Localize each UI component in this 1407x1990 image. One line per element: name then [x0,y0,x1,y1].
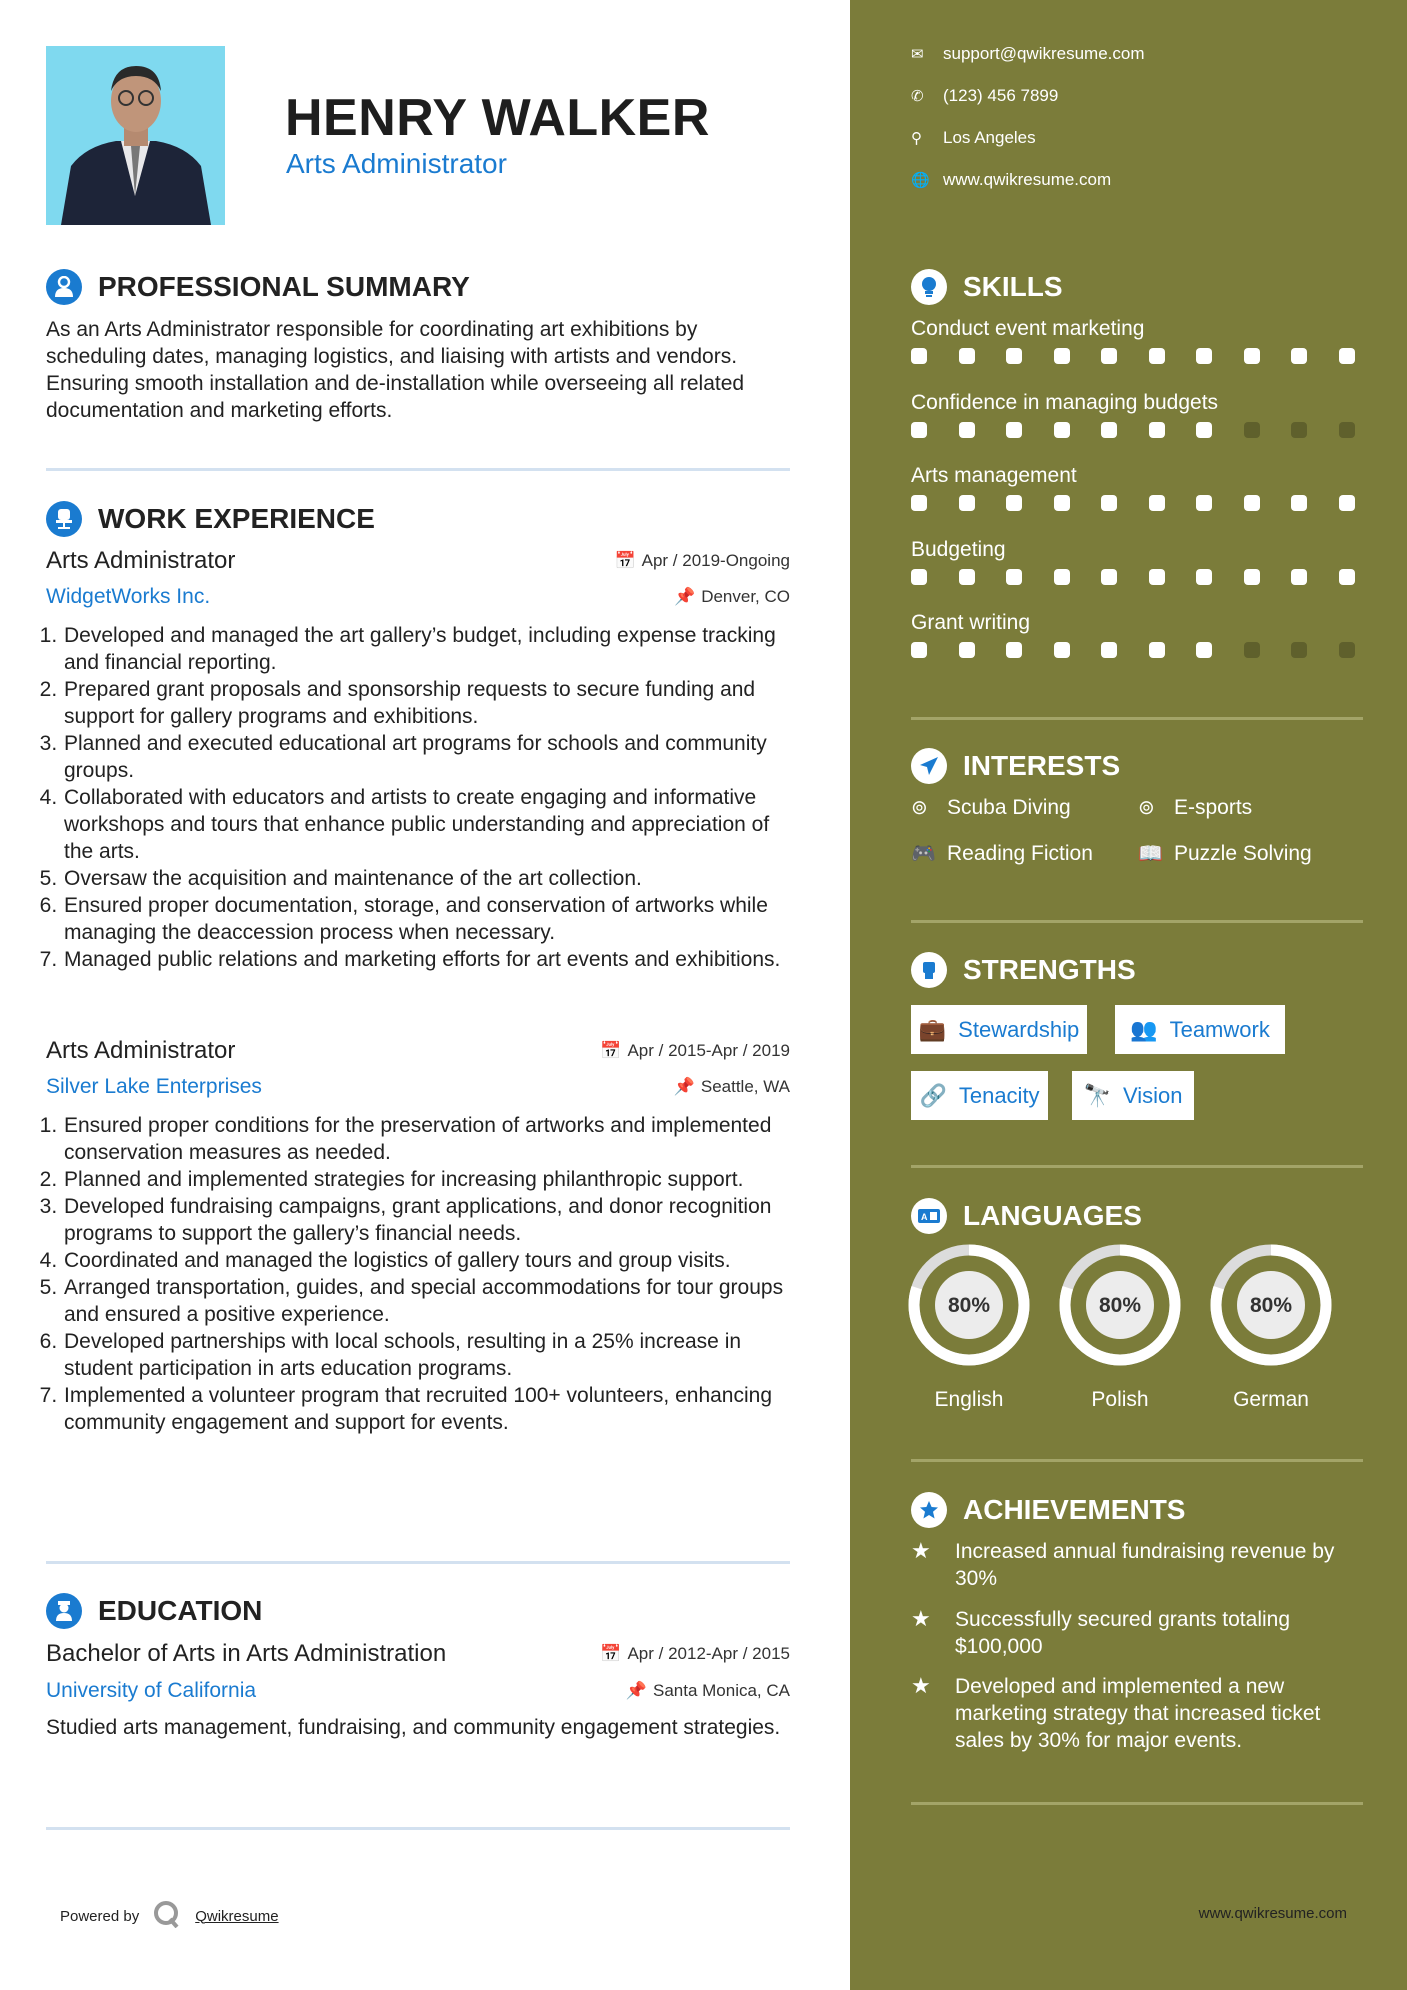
bullet: 2. Prepared grant proposals and sponsorship requests to secure funding and support for gallery programs and exhibitions. [63,676,790,730]
qwikresume-link[interactable]: Qwikresume [195,1907,279,1925]
education-date: Apr / 2012-Apr / 2015 [627,1644,790,1663]
bullet: 1. Ensured proper conditions for the preservation of artworks and implemented conservation measures as needed. [63,1112,790,1166]
interest-label: Scuba Diving [947,795,1071,819]
rating-dot [1006,348,1022,364]
bullet: 3. Developed fundraising campaigns, grant applications, and donor recognition programs to support the gallery’s financial needs. [63,1193,790,1247]
strength-chip [911,1071,1048,1120]
job-bullets [46,1112,790,1436]
rating-dot [1196,422,1212,438]
life-ring-icon: ⊚ [911,797,928,819]
user-icon [46,269,82,305]
job-entry [46,546,790,973]
achievements-heading: ACHIEVEMENTS [963,1494,1186,1525]
contact-location [911,126,1363,150]
globe-icon: 🌐 [911,172,930,189]
skill-item [911,609,1363,683]
rating-dot [1244,642,1260,658]
education-text: Studied arts management, fundraising, and community engagement strategies. [46,1716,781,1739]
rating-dot [1291,422,1307,438]
language-percent: 80% [1249,1294,1293,1317]
calendar-icon: 📅 [600,1041,622,1060]
work-heading: WORK EXPERIENCE [98,503,375,534]
language-name: German [1233,1388,1309,1411]
achievement-item [911,1538,1363,1592]
strength-label: Tenacity [958,1082,1040,1108]
bullet: 2. Planned and implemented strategies for increasing philanthropic support. [63,1166,790,1193]
calendar-icon: 📅 [614,551,636,570]
rating-dot [1196,348,1212,364]
rating-dot [959,569,975,585]
rating-dot [911,348,927,364]
interest-label: Puzzle Solving [1174,841,1312,865]
sidebar [850,0,1407,1990]
office-chair-icon [46,501,82,537]
rating-dot [911,422,927,438]
interest-item [911,795,1071,820]
rating-dot [1149,348,1165,364]
rating-dot [1244,348,1260,364]
language-ring [904,1240,1034,1370]
rating-dot [911,569,927,585]
skill-item [911,389,1363,463]
languages-list [911,1240,1363,1420]
powered-by-label: Powered by [60,1907,140,1925]
education-location: Santa Monica, CA [652,1681,790,1700]
summary-heading: PROFESSIONAL SUMMARY [98,271,470,302]
shooting-star-icon: ★ [911,1673,931,1698]
powered-by [60,1900,279,1932]
book-icon: 📖 [1138,843,1163,865]
achievement-text: Developed and implemented a new marketing strategy that increased ticket sales by 30% for major events. [955,1675,1321,1752]
skill-label: Arts management [911,464,1077,488]
degree: Bachelor of Arts in Arts Administration [46,1640,447,1667]
link-icon: 🔗 [919,1082,947,1108]
envelope-icon: ✉ [911,46,924,63]
language-percent: 80% [1098,1294,1142,1317]
language-item [1045,1240,1195,1412]
language-name: English [934,1388,1004,1411]
graduate-icon [46,1593,82,1629]
bullet: 1. Developed and managed the art gallery’s budget, including expense tracking and financial reporting. [63,622,790,676]
phone-text: (123) 456 7899 [943,86,1059,105]
skill-rating [911,495,1355,511]
qwikresume-logo-icon [153,1900,181,1932]
summary-section [46,267,790,307]
bullet: 7. Managed public relations and marketing efforts for art events and exhibitions. [63,946,790,973]
rating-dot [959,348,975,364]
contact-email[interactable] [911,42,1363,66]
rating-dot [1101,569,1117,585]
rating-dot [1196,495,1212,511]
rating-dot [1101,348,1117,364]
rating-dot [1054,495,1070,511]
rating-dot [1244,495,1260,511]
gamepad-icon: 🎮 [911,843,936,865]
shooting-star-icon: ★ [911,1538,931,1563]
education-heading: EDUCATION [98,1595,263,1626]
rating-dot [1054,642,1070,658]
website-text: www.qwikresume.com [943,170,1112,189]
pin-icon: 📌 [674,587,696,606]
rating-dot [959,642,975,658]
profile-photo [46,46,225,225]
calendar-icon: 📅 [600,1644,622,1663]
rating-dot [1291,495,1307,511]
divider [911,1459,1363,1462]
binoculars-icon: 🔭 [1083,1082,1111,1108]
skill-rating [911,422,1355,438]
rating-dot [1339,422,1355,438]
bullet: 5. Oversaw the acquisition and maintenance of the art collection. [63,865,790,892]
rating-dot [1291,569,1307,585]
rating-dot [1101,642,1117,658]
job-date: Apr / 2015-Apr / 2019 [627,1041,790,1060]
lightbulb-icon [911,269,947,305]
email-text: support@qwikresume.com [943,44,1145,63]
language-item [894,1240,1044,1412]
skill-label: Grant writing [911,611,1031,635]
bullet: 3. Planned and executed educational art programs for schools and community groups. [63,730,790,784]
rating-dot [1101,422,1117,438]
skill-item [911,462,1363,536]
contact-phone [911,84,1363,108]
rating-dot [1196,569,1212,585]
rating-dot [1006,495,1022,511]
divider [46,1561,790,1564]
skill-label: Confidence in managing budgets [911,390,1219,414]
contact-website[interactable] [911,168,1363,192]
divider [911,1802,1363,1805]
strength-label: Stewardship [958,1016,1080,1042]
skill-item [911,536,1363,610]
life-ring-icon: ⊚ [1138,797,1155,819]
contact-list [911,42,1363,192]
divider [911,920,1363,923]
rating-dot [1339,569,1355,585]
interests-list [911,795,1363,875]
skill-rating [911,348,1355,364]
interest-item [1138,795,1252,820]
strength-chip [911,1005,1087,1054]
skill-label: Conduct event marketing [911,317,1145,340]
divider [46,1827,790,1830]
rating-dot [1196,642,1212,658]
rating-dot [1149,422,1165,438]
strength-chip [1072,1071,1194,1120]
bullet: 7. Implemented a volunteer program that recruited 100+ volunteers, enhancing community engagement and support for events. [63,1382,790,1436]
school-name: University of California [46,1679,257,1702]
fist-icon [911,952,947,988]
job-title: Arts Administrator [46,547,236,574]
rating-dot [1149,569,1165,585]
bullet: 6. Developed partnerships with local schools, resulting in a 25% increase in student participation in arts education programs. [63,1328,790,1382]
interest-item [1138,841,1312,866]
skill-rating [911,642,1355,658]
interests-heading: INTERESTS [963,750,1121,781]
shooting-star-icon: ★ [911,1606,931,1631]
rating-dot [911,642,927,658]
phone-icon: ✆ [911,88,924,105]
paper-plane-icon [911,748,947,784]
divider [911,1165,1363,1168]
bullet: 4. Coordinated and managed the logistics of gallery tours and group visits. [63,1247,790,1274]
language-ring [1055,1240,1185,1370]
translate-icon [911,1198,947,1234]
rating-dot [1149,495,1165,511]
bullet: 6. Ensured proper documentation, storage, and conservation of artworks while managing the deaccession process when necessary. [63,892,790,946]
strengths-list [911,1005,1363,1125]
divider [911,717,1363,720]
rating-dot [1006,422,1022,438]
rating-dot [1101,495,1117,511]
achievement-text: Successfully secured grants totaling $100,000 [955,1608,1291,1658]
rating-dot [959,495,975,511]
skills-heading: SKILLS [963,271,1063,302]
skill-label: Budgeting [911,537,1006,561]
location-text: Los Angeles [943,128,1036,147]
language-name: Polish [1091,1388,1149,1411]
footer-website[interactable]: www.qwikresume.com [1198,1905,1347,1922]
summary-text: As an Arts Administrator responsible for coordinating art exhibitions by scheduling dates, managing logistics, and liaising with artists and vendors. Ensuring smooth installation and de-installation while overseeing all related documentation and marketing efforts. [46,318,745,422]
rating-dot [1291,348,1307,364]
map-pin-icon: ⚲ [911,130,922,147]
rating-dot [1054,569,1070,585]
strength-chip [1115,1005,1285,1054]
skill-rating [911,569,1355,585]
job-entry [46,1036,790,1436]
language-item [1196,1240,1346,1412]
svg-text:A: A [921,1212,928,1222]
strength-label: Vision [1122,1082,1183,1108]
job-title: Arts Administrator [46,1037,236,1064]
pin-icon: 📌 [673,1077,695,1096]
languages-heading: LANGUAGES [963,1200,1142,1231]
rating-dot [1244,569,1260,585]
skills-list [911,315,1363,683]
company-name: Silver Lake Enterprises [46,1075,262,1098]
bullet: 5. Arranged transportation, guides, and special accommodations for tour groups and ensured a positive experience. [63,1274,790,1328]
rating-dot [1244,422,1260,438]
achievement-item [911,1673,1363,1754]
achievements-list [911,1538,1363,1778]
rating-dot [959,422,975,438]
rating-dot [1149,642,1165,658]
education-entry [46,1638,790,1741]
rating-dot [1291,642,1307,658]
candidate-title: Arts Administrator [286,148,507,179]
rating-dot [1339,495,1355,511]
job-date: Apr / 2019-Ongoing [641,551,790,570]
language-ring [1206,1240,1336,1370]
job-location: Seattle, WA [700,1077,790,1096]
interest-label: Reading Fiction [947,841,1093,865]
divider [46,468,790,471]
rating-dot [1006,569,1022,585]
rating-dot [1006,642,1022,658]
achievement-text: Increased annual fundraising revenue by 30% [955,1540,1335,1590]
interest-item [911,841,1093,866]
achievement-item [911,1606,1363,1660]
star-icon [911,1492,947,1528]
job-location: Denver, CO [701,587,790,606]
rating-dot [1339,348,1355,364]
rating-dot [911,495,927,511]
language-percent: 80% [947,1294,991,1317]
company-name: WidgetWorks Inc. [46,585,211,608]
candidate-name: HENRY WALKER [285,89,710,147]
strengths-heading: STRENGTHS [963,954,1136,985]
interest-label: E-sports [1174,795,1253,819]
pin-icon: 📌 [625,1681,647,1700]
briefcase-icon: 💼 [918,1016,947,1042]
rating-dot [1339,642,1355,658]
rating-dot [1054,422,1070,438]
job-bullets [46,622,790,973]
strength-label: Teamwork [1169,1016,1270,1042]
users-icon: 👥 [1130,1016,1158,1042]
rating-dot [1054,348,1070,364]
skill-item [911,315,1363,389]
bullet: 4. Collaborated with educators and artists to create engaging and informative workshops and tours that enhance public understanding and appreciation of the arts. [63,784,790,865]
